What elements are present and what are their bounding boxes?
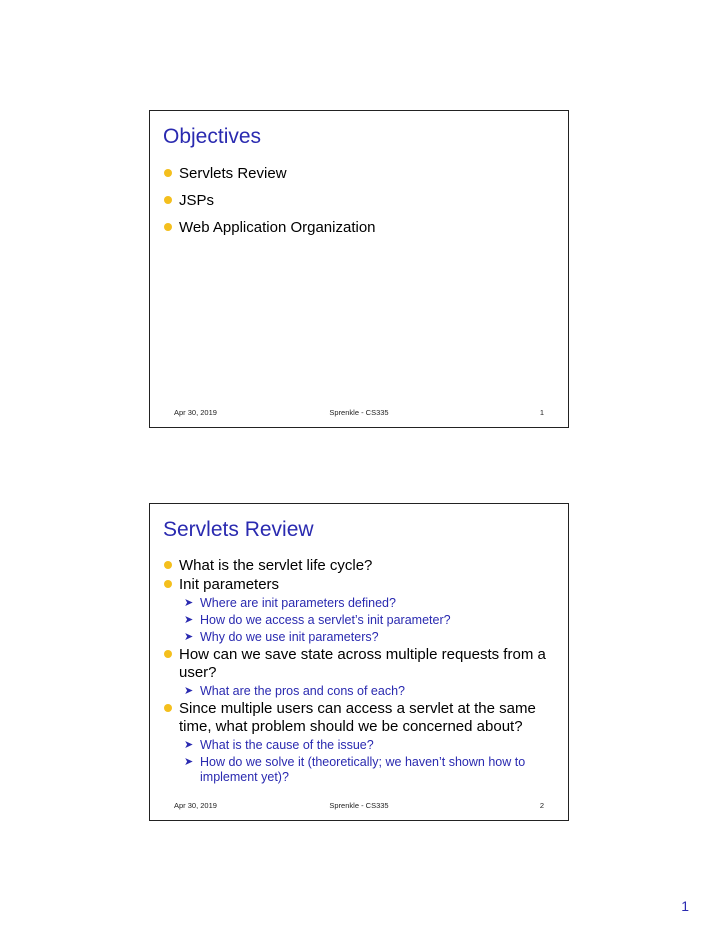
- arrow-bullet-icon: ➤: [184, 756, 194, 768]
- bullet-item: [163, 165, 558, 183]
- slide-2: [149, 503, 569, 821]
- sub-bullet-item: [163, 755, 558, 785]
- page-number: 1: [681, 898, 689, 914]
- arrow-bullet-icon: ➤: [184, 614, 194, 626]
- bullet-dot-icon: [164, 580, 172, 588]
- arrow-bullet-icon: ➤: [184, 597, 194, 609]
- bullet-dot-icon: [164, 196, 172, 204]
- arrow-bullet-icon: ➤: [184, 685, 194, 697]
- sub-bullet-item: [163, 684, 558, 699]
- bullet-text: Servlets Review: [179, 165, 287, 182]
- slide-number: 2: [539, 801, 544, 810]
- sub-bullet-item: [163, 596, 558, 611]
- bullet-text: Since multiple users can access a servlet at the same time, what problem should we be concerned about?: [179, 700, 536, 735]
- footer-date: Apr 30, 2019: [174, 801, 217, 810]
- sub-bullet-text: How do we solve it (theoretically; we haven’t shown how to implement yet)?: [200, 755, 526, 784]
- bullet-text: What is the servlet life cycle?: [179, 557, 373, 574]
- slide-title: Servlets Review: [163, 518, 314, 541]
- arrow-bullet-icon: ➤: [184, 631, 194, 643]
- sub-bullet-item: [163, 630, 558, 645]
- bullet-list: [163, 165, 558, 246]
- bullet-text: Init parameters: [179, 576, 280, 593]
- bullet-item: [163, 700, 558, 736]
- arrow-bullet-icon: ➤: [184, 739, 194, 751]
- bullet-item: [163, 219, 558, 237]
- bullet-item: [163, 576, 558, 594]
- sub-bullet-item: [163, 738, 558, 753]
- footer-date: Apr 30, 2019: [174, 408, 217, 417]
- slide-title: Objectives: [163, 125, 262, 148]
- bullet-item: [163, 192, 558, 210]
- bullet-text: JSPs: [179, 192, 215, 209]
- sub-bullet-text: Where are init parameters defined?: [200, 596, 396, 610]
- bullet-dot-icon: [164, 704, 172, 712]
- slide-footer: [174, 801, 544, 813]
- bullet-dot-icon: [164, 223, 172, 231]
- bullet-item: [163, 646, 558, 682]
- sub-bullet-text: How do we access a servlet’s init parameter?: [200, 613, 451, 627]
- bullet-dot-icon: [164, 169, 172, 177]
- bullet-text: Web Application Organization: [179, 219, 376, 236]
- bullet-dot-icon: [164, 561, 172, 569]
- bullet-item: [163, 557, 558, 575]
- bullet-list: [163, 556, 558, 785]
- bullet-text: How can we save state across multiple requests from a user?: [179, 646, 546, 681]
- footer-author: Sprenkle - CS335: [329, 801, 389, 810]
- footer-author: Sprenkle - CS335: [329, 408, 389, 417]
- sub-bullet-text: What is the cause of the issue?: [200, 738, 374, 752]
- bullet-dot-icon: [164, 650, 172, 658]
- sub-bullet-item: [163, 613, 558, 628]
- sub-bullet-text: Why do we use init parameters?: [200, 630, 379, 644]
- slide-number: 1: [539, 408, 544, 417]
- slide-footer: [174, 408, 544, 420]
- slide-1: [149, 110, 569, 428]
- sub-bullet-text: What are the pros and cons of each?: [200, 684, 405, 698]
